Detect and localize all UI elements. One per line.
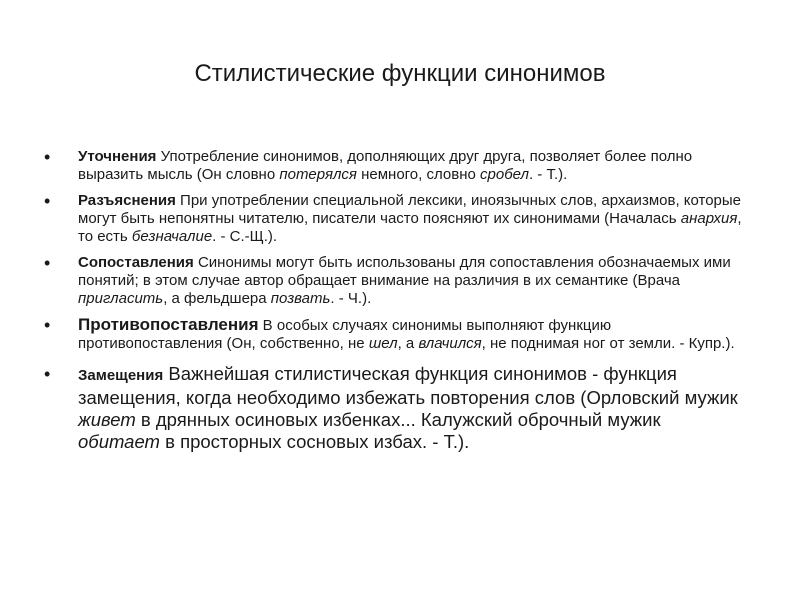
bullet-text: . - Ч.). — [330, 290, 372, 307]
example-word: потерялся — [279, 166, 357, 183]
bullet-comparison — [44, 254, 744, 308]
bullet-text: Синонимы могут быть использованы для сопоставления обозначаемых ими понятий; в этом случае автор обращает внимание на различия в их семантике (Врача — [78, 254, 731, 289]
slide-title: Стилистические функции синонимов — [194, 60, 606, 87]
example-word: анархия — [680, 210, 738, 227]
bullet-text: Употребление синонимов, дополняющих друг друга, позволяет более полно выразить мысль (Он словно — [78, 148, 693, 183]
bullet-explanation — [44, 192, 744, 246]
example-word: обитает — [78, 431, 160, 452]
bullet-dot-icon: • — [44, 191, 51, 211]
bullet-text: . - Т.). — [528, 166, 568, 183]
bullet-substitution — [44, 363, 744, 453]
example-word: позвать — [270, 290, 331, 307]
bullet-text: , не поднимая ног от земли. - Купр.). — [481, 335, 735, 352]
example-word: сробел — [480, 166, 529, 183]
bullet-text: Важнейшая стилистическая функция синонимов - функция замещения, когда необходимо избежать повторения слов (Орловский мужик — [78, 363, 738, 408]
bullet-text: немного, словно — [356, 166, 481, 183]
bullet-text: , а фельдшера — [163, 290, 271, 307]
bullet-dot-icon: • — [44, 315, 51, 335]
bullet-heading: Уточнения — [78, 148, 157, 165]
bullet-heading: Замещения — [78, 367, 164, 384]
bullet-clarification — [44, 148, 744, 184]
bullet-opposition — [44, 316, 744, 353]
bullet-text: в просторных сосновых избах. - Т.). — [159, 431, 470, 452]
bullet-list — [44, 148, 744, 453]
example-word: влачился — [418, 335, 482, 352]
example-word: шел — [368, 335, 398, 352]
bullet-heading: Разъяснения — [78, 192, 176, 209]
example-word: живет — [78, 409, 136, 430]
bullet-text: , а — [397, 335, 419, 352]
bullet-dot-icon: • — [44, 253, 51, 273]
bullet-text: . - С.-Щ.). — [212, 228, 278, 245]
bullet-text: При употреблении специальной лексики, иноязычных слов, архаизмов, которые могут быть непонятны читателю, писатели часто поясняют их синонимами (Началась — [78, 192, 742, 227]
example-word: пригласить — [78, 290, 164, 307]
bullet-dot-icon: • — [44, 364, 51, 384]
example-word: безначалие — [131, 228, 213, 245]
bullet-heading: Сопоставления — [78, 254, 194, 271]
bullet-text: , то есть — [78, 210, 742, 245]
bullet-text: В особых случаях синонимы выполняют функцию противопоставления (Он, собственно, не — [78, 317, 612, 352]
bullet-heading: Противопоставления — [78, 315, 259, 334]
bullet-dot-icon: • — [44, 147, 51, 167]
bullet-text: в дрянных осиновых избенках... Калужский оброчный мужик — [135, 409, 661, 430]
